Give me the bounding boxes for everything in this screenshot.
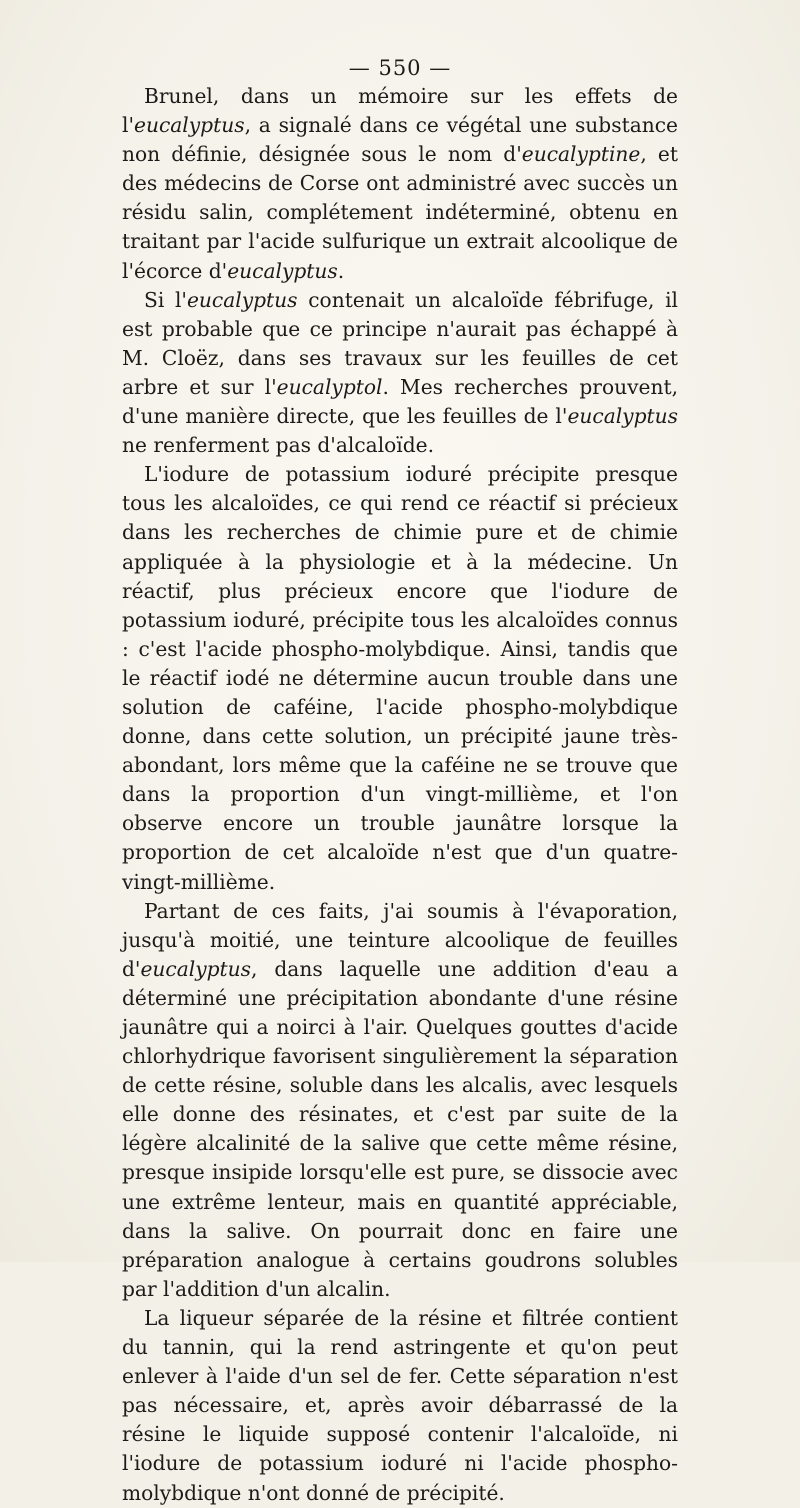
- text-run: , et des médecins de Corse ont administré avec succès un résidu salin, complétement indéterminé, obtenu en traitant par l'acide sulfurique un extrait alcoolique de l'écorce d': [122, 142, 678, 283]
- text-run: .: [337, 258, 345, 283]
- text-run: ne renferment pas d'alcaloïde.: [122, 433, 435, 458]
- text-run: , dans laquelle une addition d'eau a déterminé une précipitation abondante d'une résine jaunâtre qui a noirci à l'air. Quelques gouttes d'acide chlorhydrique favorisent singulièrement la séparation de cette résine, soluble dans les alcalis, avec lesquels elle donne des résinates, et c'est par suite de la légère alcalinité de la salive que cette même résine, presque insipide lorsqu'elle est pure, se dissocie avec une extrême lenteur, mais en quantité appréciable, dans la salive. On pourrait donc en faire une préparation analogue à certains goudrons solubles par l'addition d'un alcalin.: [122, 956, 678, 1301]
- paragraph: [122, 897, 678, 1304]
- italic-term: eucalyptus: [227, 258, 338, 283]
- italic-term: eucalyptol: [276, 374, 383, 399]
- paragraph: [122, 1304, 678, 1508]
- body-text: [122, 82, 678, 1508]
- paragraph: [122, 82, 678, 286]
- italic-term: eucalyptine: [521, 142, 641, 167]
- text-run: . Mes recherches prouvent, d'une manière directe, que les feuilles de l': [122, 374, 678, 429]
- italic-term: eucalyptus: [567, 404, 678, 429]
- italic-term: eucalyptus: [186, 287, 298, 312]
- text-run: contenait un alcaloïde fébrifuge, il est probable que ce principe n'aurait pas échappé à M. Cloëz, dans ses travaux sur les feuilles de cet arbre et sur l': [122, 287, 678, 399]
- text-run: , a signalé dans ce végétal une substance non définie, désignée sous le nom d': [122, 113, 678, 167]
- italic-term: eucalyptus: [134, 113, 245, 138]
- text-run: L'iodure de potassium ioduré précipite presque tous les alcaloïdes, ce qui rend ce réactif si précieux dans les recherches de chimie pure et de chimie appliquée à la physiologie et à la médecine. Un réactif, plus précieux encore que l'iodure de potassium ioduré, précipite tous les alcaloïdes connus : c'est l'acide phospho-molybdique. Ainsi, tandis que le réactif iodé ne détermine aucun trouble dans une solution de caféine, l'acide phospho-molybdique donne, dans cette solution, un précipité jaune très-abondant, lors même que la caféine ne se trouve que dans la proportion d'un vingt-millième, et l'on observe encore un trouble jaunâtre lorsque la proportion de cet alcaloïde n'est que d'un quatre-vingt-millième.: [122, 462, 678, 894]
- text-run: La liqueur séparée de la résine et filtrée contient du tannin, qui la rend astringente et qu'on peut enlever à l'aide d'un sel de fer. Cette séparation n'est pas nécessaire, et, après avoir débarrassé de la résine le liquide supposé contenir l'alcaloïde, ni l'iodure de potassium ioduré ni l'acide phospho-molybdique n'ont donné de précipité.: [122, 1305, 678, 1505]
- paragraph: [122, 460, 678, 896]
- text-run: Brunel, dans un mémoire sur les effets de l': [122, 84, 678, 138]
- paragraph: [122, 286, 678, 461]
- text-run: Si l': [144, 287, 187, 312]
- page-number: — 550 —: [348, 56, 452, 80]
- text-run: Partant de ces faits, j'ai soumis à l'évaporation, jusqu'à moitié, une teinture alcoolique de feuilles d': [122, 898, 678, 981]
- italic-term: eucalyptus: [140, 956, 252, 981]
